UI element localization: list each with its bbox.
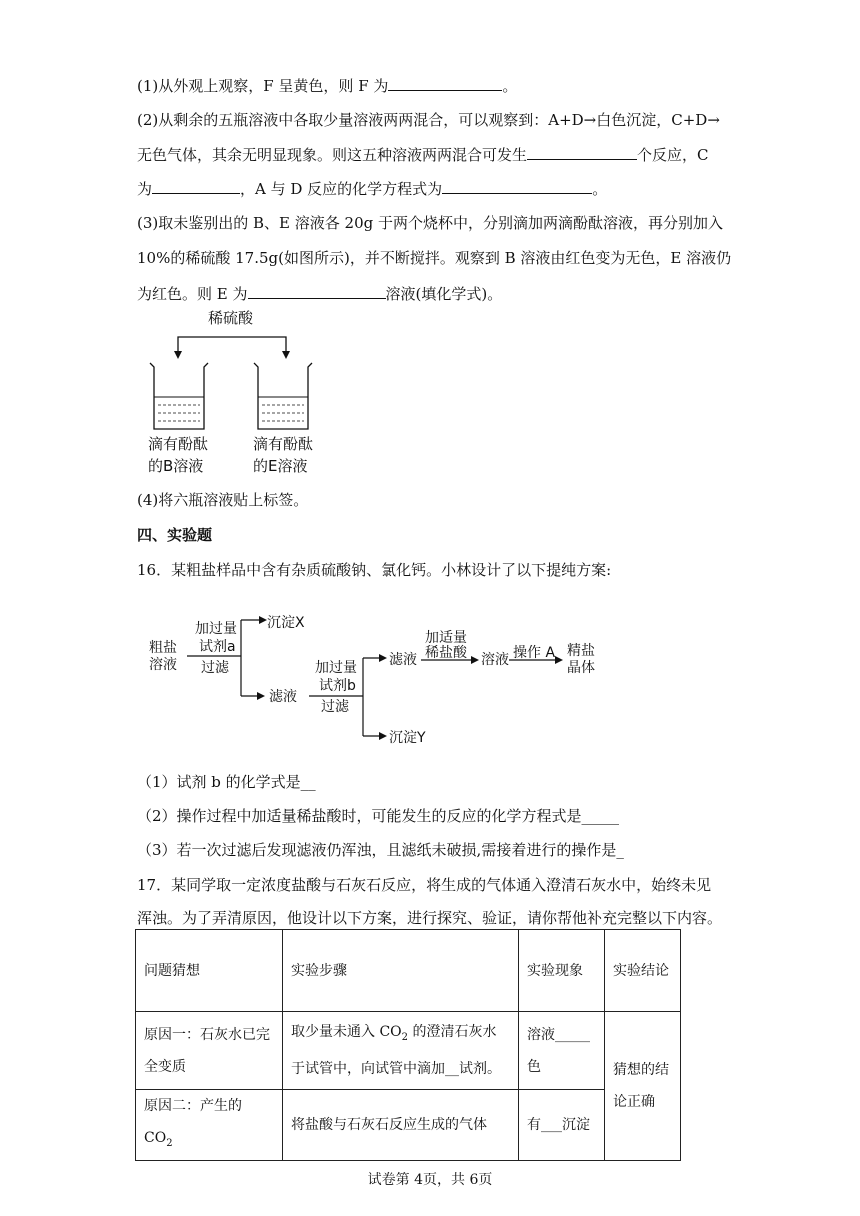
flow-step2-1: 加过量 [315, 660, 357, 676]
flow-step3-1: 加适量 [425, 630, 467, 646]
experiment-table [135, 929, 681, 1161]
q16-sub2: （2）操作过程中加适量稀盐酸时，可能发生的反应的化学方程式是_____ [137, 807, 620, 825]
answer-blank[interactable] [442, 178, 592, 194]
beaker-figure [140, 305, 340, 485]
flow-start-1: 粗盐 [149, 640, 177, 656]
q15-part3-line3: 为红色。则 E 为 溶液(填化学式)。 [137, 285, 503, 303]
header-conclusion: 实验结论 [605, 930, 681, 1012]
beaker-b-label-1: 滴有酚酞 [148, 435, 209, 453]
arrow-head-right [282, 351, 290, 359]
reagent-arrow-lines [178, 337, 286, 353]
flow-filtrate1: 滤液 [269, 689, 297, 705]
answer-blank[interactable] [388, 75, 502, 91]
q16-sub1: （1）试剂 b 的化学式是__ [137, 773, 316, 791]
flow-ppt-y: 沉淀Y [389, 730, 426, 746]
section-heading: 四、实验题 [137, 526, 213, 544]
row2-phenomenon: 有___沉淀 [519, 1090, 605, 1161]
figure-top-label: 稀硫酸 [208, 309, 254, 327]
header-step: 实验步骤 [283, 930, 519, 1012]
beaker-e-label-2: 的E溶液 [253, 457, 308, 475]
q15-part2-line1: (2)从剩余的五瓶溶液中各取少量溶液两两混合，可以观察到：A+D→白色沉淀，C+D→ [137, 111, 720, 129]
header-phenomenon: 实验现象 [519, 930, 605, 1012]
q15-part4: (4)将六瓶溶液贴上标签。 [137, 491, 309, 509]
flow-start-2: 溶液 [149, 657, 177, 673]
flow-filter1: 过滤 [201, 660, 229, 676]
row2-guess: 原因二：产生的 $CO_2$ [136, 1090, 283, 1161]
q16-stem: 16．某粗盐样品中含有杂质硫酸钠、氯化钙。小林设计了以下提纯方案: [137, 561, 612, 579]
row1-conclusion: 猜想的结论正确 [605, 1012, 681, 1161]
answer-blank[interactable] [248, 283, 386, 299]
row1-guess: 原因一：石灰水已完全变质 [136, 1012, 283, 1090]
flow-lines [187, 620, 557, 736]
beaker-e-label-1: 滴有酚酞 [253, 435, 314, 453]
q15-part3-line1: (3)取未鉴别出的 B、E 溶液各 20g 于两个烧杯中，分别滴加两滴酚酞溶液，再分别加入 [137, 214, 723, 232]
flow-op-a: 操作 A [513, 645, 556, 661]
q15-part1: (1)从外观上观察，F 呈黄色，则 F 为 。 [137, 77, 518, 95]
flow-step1-1: 加过量 [195, 621, 237, 637]
q15-part3-line2: 10%的稀硫酸 17.5g(如图所示)，并不断搅拌。观察到 B 溶液由红色变为无色，E 溶液仍 [137, 249, 732, 267]
flow-arrowheads [257, 616, 563, 740]
answer-blank[interactable] [152, 178, 240, 194]
answer-blank[interactable] [527, 144, 637, 160]
flow-step3-2: 稀盐酸 [425, 645, 467, 661]
flow-filter2: 过滤 [321, 699, 349, 715]
arrow-head-left [174, 351, 182, 359]
q17-stem-line1: 17．某同学取一定浓度盐酸与石灰石反应，将生成的气体通入澄清石灰水中，始终未见 [137, 876, 712, 894]
row1-step: 取少量未通入 $CO_2$ 的澄清石灰水于试管中，向试管中滴加__试剂。 [283, 1012, 519, 1090]
q15-part2-line3: 为 ，A 与 D 反应的化学方程式为 。 [137, 180, 608, 198]
flow-product-1: 精盐 [567, 643, 595, 659]
beaker-b-label-2: 的B溶液 [148, 457, 204, 475]
flow-filtrate2: 滤液 [389, 652, 417, 668]
q17-stem-line2: 浑浊。为了弄清原因，他设计以下方案，进行探究、验证，请你帮他补充完整以下内容。 [137, 909, 723, 927]
beaker-b [150, 363, 208, 429]
flow-step2-2: 试剂b [319, 678, 356, 694]
row2-step: 将盐酸与石灰石反应生成的气体 [283, 1090, 519, 1161]
flow-solution: 溶液 [481, 652, 509, 668]
flow-step1-2: 试剂a [199, 639, 236, 655]
purification-flowchart [145, 600, 615, 750]
q15-part2-line2: 无色气体，其余无明显现象。则这五种溶液两两混合可发生 个反应，C [137, 146, 709, 164]
row1-phenomenon: 溶液_____色 [519, 1012, 605, 1090]
page-footer: 试卷第 4页，共 6页 [367, 1172, 493, 1188]
header-guess: 问题猜想 [136, 930, 283, 1012]
q16-sub3: （3）若一次过滤后发现滤液仍浑浊，且滤纸未破损,需接着进行的操作是_ [137, 841, 624, 859]
flow-product-2: 晶体 [567, 660, 595, 676]
beaker-e [254, 363, 312, 429]
flow-ppt-x: 沉淀X [267, 615, 305, 631]
